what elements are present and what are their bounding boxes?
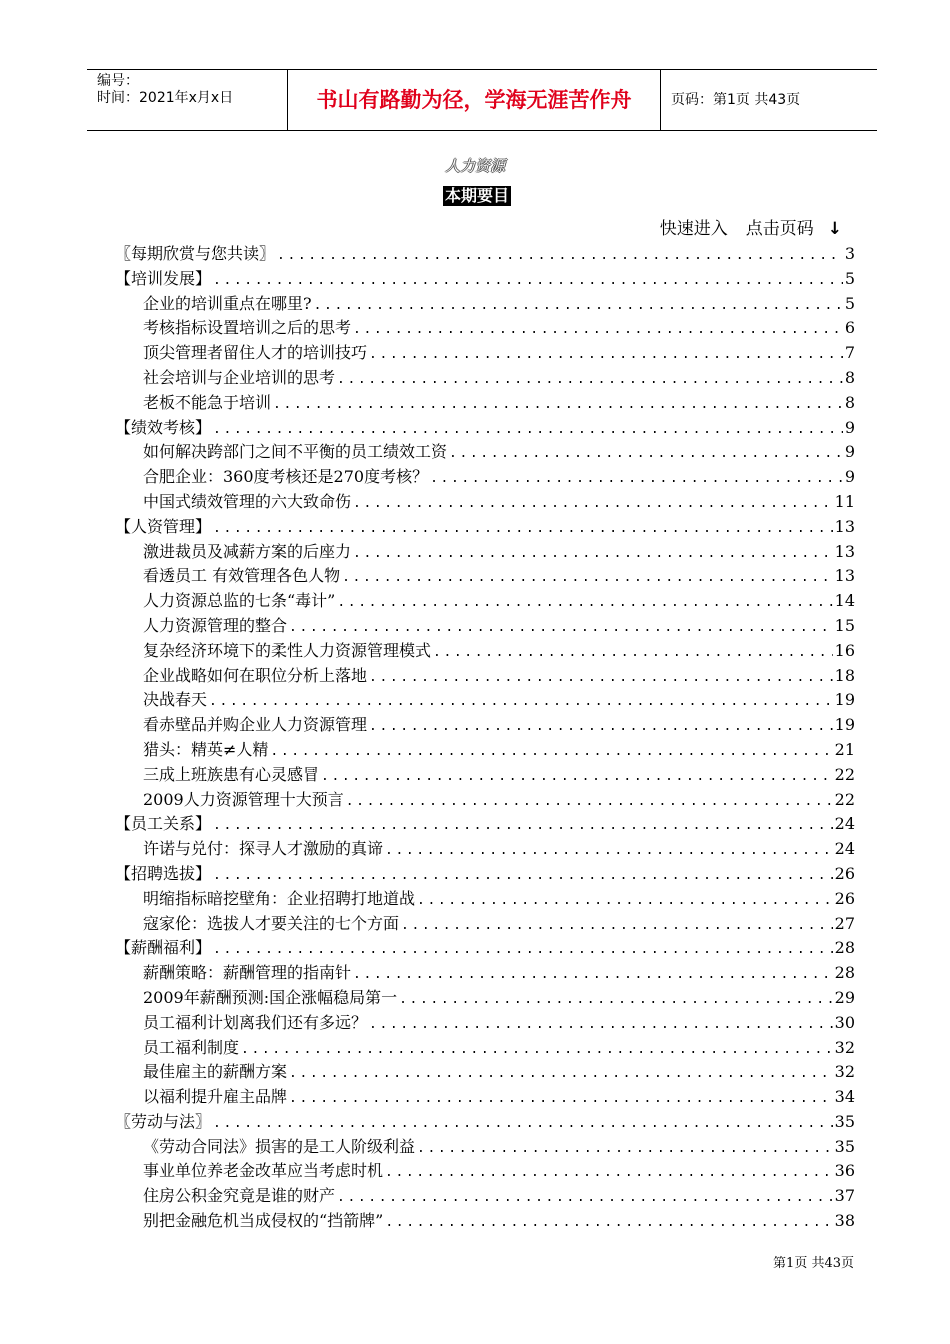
toc-section-entry[interactable] [115,936,855,961]
toc-entry[interactable] [115,912,855,937]
toc-dot-leader [213,517,833,542]
toc-page-number-link[interactable]: 13 [834,541,855,561]
toc-entry-label[interactable]: 最佳雇主的薪酬方案 [143,1062,288,1082]
toc-page-number-link[interactable]: 35 [834,1111,855,1131]
toc-entry[interactable] [115,589,855,614]
toc-entry-label[interactable]: 员工福利制度 [143,1037,240,1057]
toc-page-number-link[interactable]: 22 [834,764,855,784]
toc-entry[interactable] [115,664,855,689]
toc-entry-label[interactable]: 【培训发展】 [115,268,212,288]
quick-nav-text: 快速进入 [659,219,728,239]
toc-page-number-link[interactable]: 19 [834,690,855,710]
toc-dot-leader [213,814,833,839]
toc-dot-leader [433,641,833,666]
toc-dot-leader [213,1112,833,1137]
toc-page-number-link[interactable]: 29 [834,987,855,1007]
toc-entry[interactable] [115,986,855,1011]
toc-entry[interactable] [115,614,855,639]
header-motto-cell [288,70,661,130]
toc-section-entry[interactable] [115,515,855,540]
toc-entry-label[interactable]: 《劳动合同法》损害的是工人阶级利益 [143,1136,416,1156]
toc-entry[interactable] [115,366,855,391]
toc-dot-leader [213,418,843,443]
toc-dot-leader [353,542,833,567]
toc-dot-leader [321,765,833,790]
toc-entry-label[interactable]: 住房公积金究竟是谁的财产 [143,1186,336,1206]
toc-entry-label[interactable]: 别把金融危机当成侵权的“挡箭牌” [143,1211,384,1231]
toc-page-number-link[interactable]: 24 [834,814,855,834]
toc-dot-leader [385,1161,833,1186]
toc-entry-label[interactable]: 企业战略如何在职位分析上落地 [143,665,368,685]
toc-entry-label[interactable]: 如何解决跨部门之间不平衡的员工绩效工资 [143,442,448,462]
toc-page-number-link[interactable]: 7 [844,343,855,363]
toc-dot-leader [342,566,833,591]
toc-dot-leader [369,715,833,740]
toc-page-number-link[interactable]: 28 [834,938,855,958]
toc-entry-label[interactable]: 寇家伦：选拔人才要关注的七个方面 [143,913,400,933]
toc-entry[interactable] [115,341,855,366]
toc-page-number-link[interactable]: 13 [834,566,855,586]
toc-entry[interactable] [115,837,855,862]
toc-dot-leader [369,343,843,368]
toc-page-number-link[interactable]: 30 [834,1012,855,1032]
table-of-contents [115,242,855,1234]
motto-text: 书山有路勤为径，学海无涯苦作舟 [316,88,632,112]
toc-dot-leader [289,1062,833,1087]
toc-entry[interactable] [115,316,855,341]
toc-entry-label[interactable]: 2009年薪酬预测:国企涨幅稳局第一 [143,987,398,1007]
toc-entry-label[interactable]: 许诺与兑付：探寻人才激励的真谛 [143,839,384,859]
toc-page-number-link[interactable]: 28 [834,963,855,983]
toc-entry-label[interactable]: 〖劳动与法〗 [115,1111,212,1131]
toc-entry[interactable] [115,564,855,589]
arrow-down-icon: ↓ [827,219,842,239]
toc-entry-label[interactable]: 【薪酬福利】 [115,938,212,958]
toc-dot-leader [289,1087,833,1112]
toc-dot-leader [337,1186,833,1211]
toc-entry-label[interactable]: 激进裁员及减薪方案的后座力 [143,541,352,561]
toc-entry-label[interactable]: 中国式绩效管理的六大致命伤 [143,491,352,511]
toc-entry-label[interactable]: 看赤壁品并购企业人力资源管理 [143,715,368,735]
toc-dot-leader [417,1137,833,1162]
toc-entry-label[interactable]: 三成上班族患有心灵感冒 [143,764,320,784]
toc-entry[interactable] [115,391,855,416]
toc-page-number-link[interactable]: 9 [844,417,855,437]
toc-dot-leader [314,294,843,319]
toc-section-entry[interactable] [115,267,855,292]
toc-entry[interactable] [115,1135,855,1160]
toc-entry[interactable] [115,1036,855,1061]
toc-entry[interactable] [115,788,855,813]
toc-entry-label[interactable]: 考核指标设置培训之后的思考 [143,318,352,338]
toc-dot-leader [241,1038,833,1063]
toc-section-entry[interactable] [115,242,855,267]
toc-entry[interactable] [115,292,855,317]
header-page-cell [661,70,877,130]
toc-page-number-link[interactable]: 27 [834,913,855,933]
toc-entry[interactable] [115,540,855,565]
toc-page-number-link[interactable]: 8 [844,367,855,387]
toc-entry[interactable] [115,1209,855,1234]
toc-dot-leader [289,616,833,641]
contents-banner: 本期要目 [445,186,510,205]
toc-section-entry[interactable] [115,812,855,837]
toc-page-number-link[interactable]: 11 [834,491,855,511]
toc-page-number-link[interactable]: 36 [834,1161,855,1181]
toc-entry[interactable] [115,1159,855,1184]
toc-dot-leader [449,442,843,467]
toc-page-number-link[interactable]: 3 [844,244,855,263]
toc-entry-label[interactable]: 猎头：精英≠人精 [143,739,269,759]
document-title: 人力资源 [444,157,505,175]
page-footer: 第1页 共43页 [773,1256,854,1271]
toc-entry-label[interactable]: 合肥企业：360度考核还是270度考核？ [143,467,429,487]
toc-page-number-link[interactable]: 14 [834,591,855,611]
toc-entry-label[interactable]: 复杂经济环境下的柔性人力资源管理模式 [143,640,432,660]
toc-page-number-link[interactable]: 8 [844,392,855,412]
toc-page-number-link[interactable]: 9 [844,467,855,487]
toc-dot-leader [353,318,843,343]
toc-dot-leader [213,269,843,294]
toc-page-number-link[interactable]: 37 [834,1186,855,1206]
toc-entry-label[interactable]: 【绩效考核】 [115,417,212,437]
toc-dot-leader [213,864,833,889]
toc-dot-leader [277,244,843,269]
toc-dot-leader [337,368,843,393]
toc-dot-leader [213,938,833,963]
toc-page-number-link[interactable]: 13 [834,516,855,536]
toc-page-number-link[interactable]: 6 [844,318,855,338]
toc-page-number-link[interactable]: 16 [834,640,855,660]
toc-page-number-link[interactable]: 18 [834,665,855,685]
toc-dot-leader [385,1211,832,1236]
toc-entry[interactable] [115,1085,855,1110]
toc-dot-leader [385,839,833,864]
toc-dot-leader [353,963,833,988]
toc-dot-leader [369,1013,833,1038]
toc-page-number-link[interactable]: 32 [834,1062,855,1082]
toc-section-entry[interactable] [115,862,855,887]
toc-dot-leader [399,988,833,1013]
toc-entry[interactable] [115,1011,855,1036]
toc-dot-leader [273,393,843,418]
toc-dot-leader [417,889,833,914]
toc-section-entry[interactable] [115,416,855,441]
toc-entry[interactable] [115,713,855,738]
page-header [87,69,877,131]
toc-page-number-link[interactable]: 5 [844,293,855,313]
toc-entry[interactable] [115,688,855,713]
toc-entry[interactable] [115,1184,855,1209]
toc-entry-label[interactable]: 2009人力资源管理十大预言 [143,789,344,809]
toc-dot-leader [346,790,833,815]
toc-entry-label[interactable]: 看透员工 有效管理各色人物 [143,566,341,586]
toc-page-number-link[interactable]: 9 [844,442,855,462]
toc-page-number-link[interactable]: 21 [834,739,855,759]
toc-entry[interactable] [115,490,855,515]
toc-page-number-link[interactable]: 5 [844,268,855,288]
toc-entry-label[interactable]: 顶尖管理者留住人才的培训技巧 [143,343,368,363]
toc-entry[interactable] [115,887,855,912]
toc-entry[interactable] [115,465,855,490]
toc-page-number-link[interactable]: 32 [834,1037,855,1057]
toc-dot-leader [270,740,832,765]
toc-entry-label[interactable]: 以福利提升雇主品牌 [143,1087,288,1107]
toc-entry-label[interactable]: 〖每期欣赏与您共读〗 [115,244,276,263]
toc-page-number-link[interactable]: 38 [834,1211,855,1231]
toc-page-number-link[interactable]: 22 [834,789,855,809]
toc-entry-label[interactable]: 人力资源总监的七条“毒计” [143,591,336,611]
quick-nav-hint [660,218,842,240]
toc-entry-label[interactable]: 【招聘选拔】 [115,863,212,883]
toc-dot-leader [337,591,832,616]
toc-entry-label[interactable]: 【员工关系】 [115,814,212,834]
toc-entry[interactable] [115,639,855,664]
toc-entry[interactable] [115,738,855,763]
toc-entry-label[interactable]: 社会培训与企业培训的思考 [143,367,336,387]
click-page-text: 点击页码 [745,219,814,239]
toc-section-entry[interactable] [115,1110,855,1135]
toc-entry[interactable] [115,1060,855,1085]
toc-page-number-link[interactable]: 34 [834,1087,855,1107]
toc-entry-label[interactable]: 决战春天 [143,690,208,710]
toc-entry-label[interactable]: 明缩指标暗挖壁角：企业招聘打地道战 [143,888,416,908]
header-page-info: 页码：第1页 共43页 [671,92,801,108]
toc-dot-leader [369,666,833,691]
toc-page-number-link[interactable]: 26 [834,888,855,908]
toc-dot-leader [209,690,833,715]
toc-dot-leader [430,467,843,492]
toc-entry-label[interactable]: 薪酬策略：薪酬管理的指南针 [143,963,352,983]
toc-entry-label[interactable]: 老板不能急于培训 [143,392,272,412]
toc-entry-label[interactable]: 事业单位养老金改革应当考虑时机 [143,1161,384,1181]
document-number-label: 编号： [97,73,139,89]
toc-dot-leader [401,914,833,939]
toc-page-number-link[interactable]: 26 [834,863,855,883]
toc-page-number-link[interactable]: 35 [834,1136,855,1156]
toc-entry[interactable] [115,440,855,465]
toc-entry-label[interactable]: 企业的培训重点在哪里? [143,293,312,313]
toc-entry-label[interactable]: 员工福利计划离我们还有多远？ [143,1012,368,1032]
header-meta-cell [87,70,288,130]
toc-page-number-link[interactable]: 19 [834,715,855,735]
toc-page-number-link[interactable]: 24 [834,839,855,859]
toc-entry-label[interactable]: 【人资管理】 [115,516,212,536]
toc-dot-leader [353,492,833,517]
toc-entry[interactable] [115,961,855,986]
toc-entry-label[interactable]: 人力资源管理的整合 [143,615,288,635]
toc-page-number-link[interactable]: 15 [834,615,855,635]
document-date-label: 时间：2021年x月x日 [97,90,234,106]
toc-entry[interactable] [115,763,855,788]
